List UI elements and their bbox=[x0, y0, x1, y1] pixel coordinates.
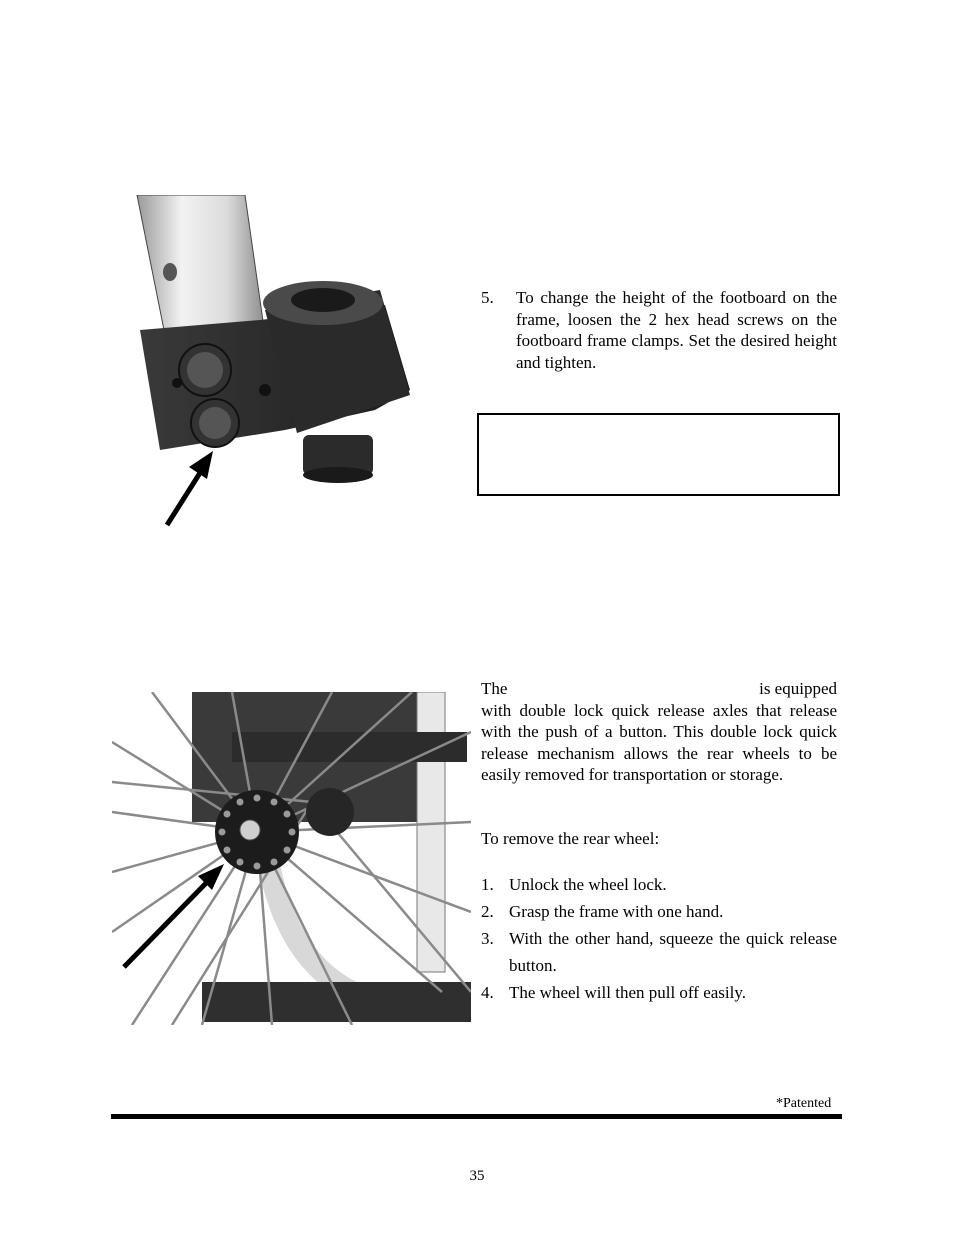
list-item-text: Grasp the frame with one hand. bbox=[509, 902, 724, 921]
list-item bbox=[481, 871, 837, 898]
list-item bbox=[481, 925, 837, 979]
intro-text: with double lock quick release axles that release with the push of a button. This double lock quick release mechanism allows the rear wheels to be easily removed for transportation or storage. bbox=[481, 700, 837, 785]
footboard-clamp-figure bbox=[125, 195, 425, 530]
note-box bbox=[477, 413, 840, 496]
intro-lead-right: is equipped bbox=[759, 679, 837, 698]
remove-wheel-steps bbox=[481, 871, 837, 1006]
patented-note: *Patented bbox=[776, 1096, 832, 1111]
list-item-text: With the other hand, squeeze the quick release button. bbox=[509, 929, 837, 975]
step-text: To change the height of the footboard on the frame, loosen the 2 hex head screws on the footboard frame clamps. Set the desired height and tighten. bbox=[516, 288, 837, 372]
rear-wheel-axle-figure bbox=[112, 692, 471, 1025]
list-item-number: 2. bbox=[481, 902, 494, 921]
list-item-number: 4. bbox=[481, 983, 494, 1002]
list-item-text: Unlock the wheel lock. bbox=[509, 875, 667, 894]
remove-wheel-heading: To remove the rear wheel: bbox=[481, 829, 660, 848]
list-item-number: 3. bbox=[481, 929, 494, 948]
step-number: 5. bbox=[481, 288, 494, 307]
intro-lead-left: The bbox=[481, 679, 508, 698]
list-item-text: The wheel will then pull off easily. bbox=[509, 983, 746, 1002]
page-number: 35 bbox=[469, 1168, 485, 1184]
list-item bbox=[481, 898, 837, 925]
list-item-number: 1. bbox=[481, 875, 494, 894]
footer-divider bbox=[111, 1114, 842, 1119]
rear-wheel-intro bbox=[481, 678, 837, 786]
list-item bbox=[481, 979, 837, 1006]
intro-lead-line bbox=[481, 678, 837, 700]
footboard-step bbox=[481, 287, 837, 373]
